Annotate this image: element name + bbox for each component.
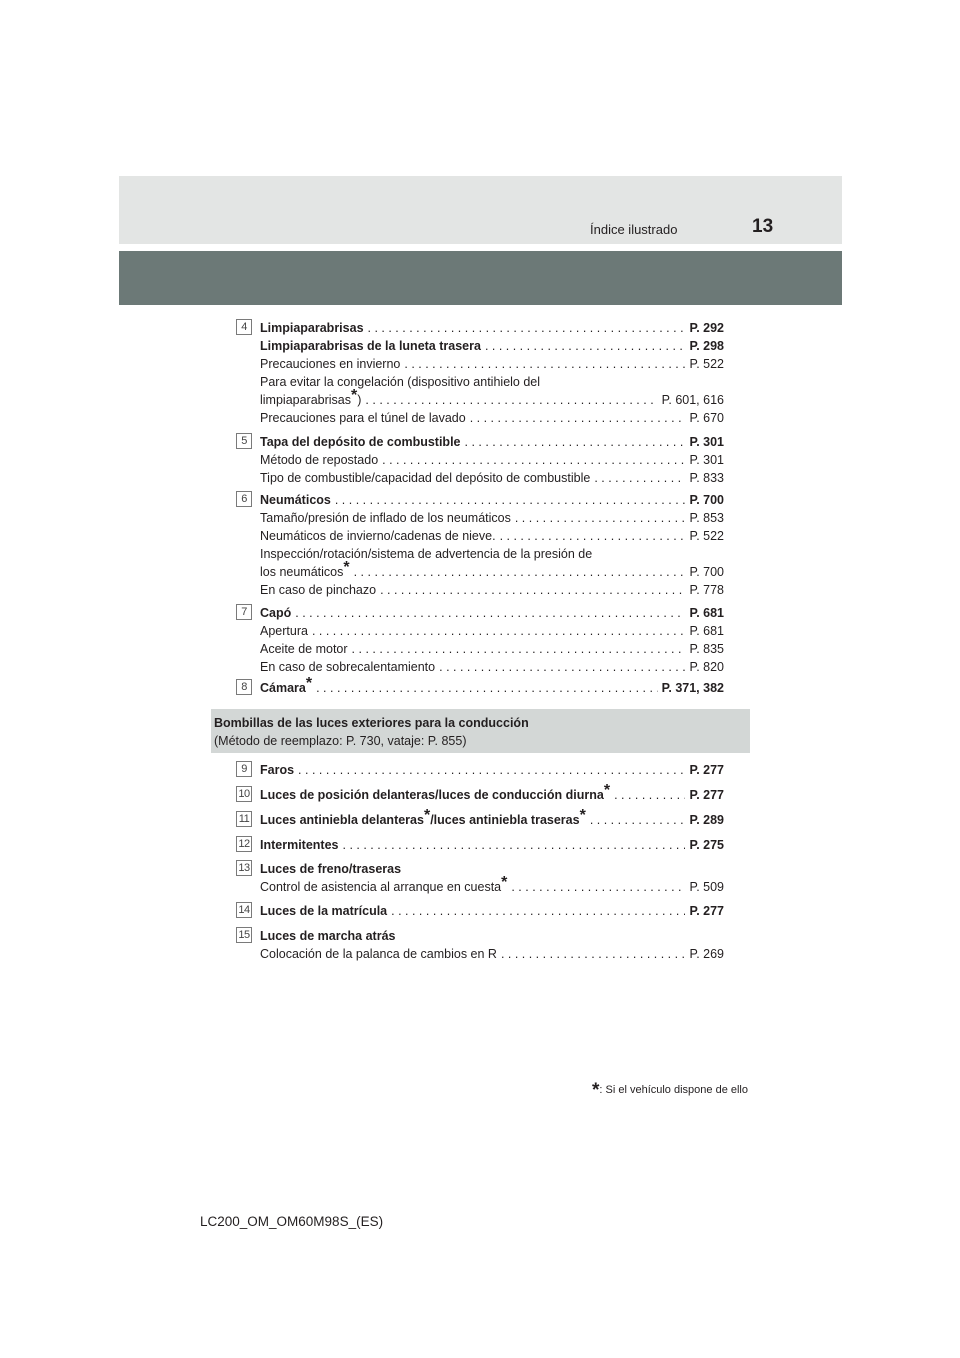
- asterisk-mark: *: [501, 873, 508, 891]
- page-reference: P. 778: [689, 583, 724, 597]
- item-number-badge: 8: [236, 679, 252, 695]
- page-reference: P. 670: [689, 411, 724, 425]
- page-reference: P. 269: [689, 947, 724, 961]
- page-reference: P. 289: [689, 813, 724, 827]
- index-line: [260, 545, 724, 563]
- page-number: 13: [752, 216, 774, 237]
- dot-leader: [312, 622, 686, 640]
- page-reference: P. 820: [689, 660, 724, 674]
- line-text: Faros: [260, 763, 295, 777]
- item-lines: [260, 433, 724, 487]
- item-number-badge: 7: [236, 604, 252, 620]
- item-number-badge: 15: [236, 927, 252, 943]
- header-light-band: [119, 176, 842, 244]
- index-line: [260, 902, 724, 920]
- item-number-badge: 4: [236, 319, 252, 335]
- index-line: [260, 491, 724, 509]
- index-item-5: [236, 433, 724, 487]
- line-text: Precauciones en invierno: [260, 357, 401, 371]
- index-line: [260, 527, 724, 545]
- index-item-4: [236, 319, 724, 427]
- item-number-badge: 10: [236, 786, 252, 802]
- page-reference: P. 301: [689, 453, 724, 467]
- footnote-text: : Si el vehículo dispone de ello: [599, 1084, 748, 1096]
- item-lines: [260, 674, 724, 697]
- line-text: Luces antiniebla delanteras*/luces antiniebla traseras*: [260, 806, 586, 827]
- item-number-badge: 12: [236, 836, 252, 852]
- page-reference: P. 277: [689, 788, 724, 802]
- index-line: [260, 558, 724, 581]
- index-line: [260, 622, 724, 640]
- line-text: Intermitentes: [260, 838, 339, 852]
- line-text: los neumáticos*: [260, 558, 350, 579]
- item-lines: [260, 806, 724, 829]
- page-reference: P. 700: [689, 565, 724, 579]
- page-reference: P. 522: [689, 357, 724, 371]
- index-line: [260, 409, 724, 427]
- item-lines: [260, 902, 724, 920]
- index-line: [260, 319, 724, 337]
- page-reference: P. 833: [689, 471, 724, 485]
- line-text: Neumáticos de invierno/cadenas de nieve.: [260, 529, 496, 543]
- index-item-15: [236, 927, 724, 963]
- page-reference: P. 835: [689, 642, 724, 656]
- footnote: [592, 1080, 748, 1102]
- dot-leader: [368, 319, 686, 337]
- line-text: Precauciones para el túnel de lavado: [260, 411, 466, 425]
- line-text: Limpiaparabrisas: [260, 321, 364, 335]
- line-text: Luces de freno/traseras: [260, 862, 402, 876]
- asterisk-mark: *: [603, 781, 611, 799]
- page-reference: P. 277: [689, 763, 724, 777]
- index-line: [260, 927, 724, 945]
- item-lines: [260, 604, 724, 676]
- asterisk-mark: *: [423, 806, 431, 824]
- line-text: En caso de sobrecalentamiento: [260, 660, 436, 674]
- dot-leader: [352, 640, 686, 658]
- footnote-asterisk: *: [591, 1080, 600, 1101]
- page-reference: P. 292: [689, 321, 724, 335]
- item-number-badge: 9: [236, 761, 252, 777]
- item-lines: [260, 927, 724, 963]
- line-text: limpiaparabrisas*): [260, 386, 362, 407]
- index-item-13: [236, 860, 724, 896]
- dot-leader: [354, 563, 686, 581]
- dot-leader: [511, 878, 685, 896]
- page-reference: P. 522: [689, 529, 724, 543]
- item-number-badge: 5: [236, 433, 252, 449]
- item-lines: [260, 836, 724, 854]
- page-reference: P. 298: [689, 339, 724, 353]
- index-line: [260, 509, 724, 527]
- index-line: [260, 604, 724, 622]
- line-text: Tipo de combustible/capacidad del depósito de combustible: [260, 471, 591, 485]
- dot-leader: [470, 409, 686, 427]
- section-band-exterior-lights: [211, 709, 750, 753]
- index-item-11: [236, 806, 724, 829]
- line-text: Control de asistencia al arranque en cuesta*: [260, 873, 508, 894]
- dot-leader: [515, 509, 686, 527]
- dot-leader: [404, 355, 685, 373]
- index-line: [260, 945, 724, 963]
- index-line: [260, 640, 724, 658]
- line-text: Limpiaparabrisas de la luneta trasera: [260, 339, 481, 353]
- dot-leader: [343, 836, 686, 854]
- line-text: Luces de posición delanteras/luces de conducción diurna*: [260, 781, 611, 802]
- dot-leader: [485, 337, 686, 355]
- item-lines: [260, 761, 724, 779]
- index-line: [260, 781, 724, 804]
- document-code: LC200_OM_OM60M98S_(ES): [200, 1214, 384, 1229]
- section-title: Índice ilustrado: [590, 222, 678, 237]
- asterisk-mark: *: [305, 674, 313, 692]
- index-line: [260, 658, 724, 676]
- line-text: Capó: [260, 606, 292, 620]
- dot-leader: [501, 945, 686, 963]
- item-number-badge: 11: [236, 811, 252, 827]
- band-title: Bombillas de las luces exteriores para la conducción: [214, 716, 529, 730]
- page-reference: P. 700: [689, 493, 724, 507]
- dot-leader: [295, 604, 685, 622]
- dot-leader: [391, 902, 685, 920]
- dot-leader: [590, 811, 686, 829]
- index-item-10: [236, 781, 724, 804]
- index-line: [260, 806, 724, 829]
- item-lines: [260, 491, 724, 599]
- line-text: Inspección/rotación/sistema de advertencia de la presión de: [260, 547, 593, 561]
- line-text: Para evitar la congelación (dispositivo antihielo del: [260, 375, 541, 389]
- index-line: [260, 873, 724, 896]
- page-reference: P. 277: [689, 904, 724, 918]
- index-line: [260, 355, 724, 373]
- line-text: Neumáticos: [260, 493, 331, 507]
- page-reference: P. 601, 616: [661, 393, 724, 407]
- index-item-7: [236, 604, 724, 676]
- dot-leader: [500, 527, 686, 545]
- line-text: Luces de marcha atrás: [260, 929, 396, 943]
- index-item-14: [236, 902, 724, 920]
- page-reference: P. 853: [689, 511, 724, 525]
- index-line: [260, 386, 724, 409]
- index-line: [260, 674, 724, 697]
- dot-leader: [316, 679, 658, 697]
- dot-leader: [465, 433, 686, 451]
- dot-leader: [594, 469, 685, 487]
- line-text: Cámara*: [260, 674, 313, 695]
- page-reference: P. 681: [689, 606, 724, 620]
- line-text: Tamaño/presión de inflado de los neumáticos: [260, 511, 511, 525]
- index-line: [260, 836, 724, 854]
- index-item-8: [236, 674, 724, 697]
- index-item-9: [236, 761, 724, 779]
- line-text: Apertura: [260, 624, 308, 638]
- dot-leader: [439, 658, 685, 676]
- item-lines: [260, 860, 724, 896]
- asterisk-mark: *: [579, 806, 586, 824]
- index-item-12: [236, 836, 724, 854]
- page-reference: P. 371, 382: [661, 681, 724, 695]
- asterisk-mark: *: [343, 558, 350, 576]
- item-number-badge: 13: [236, 860, 252, 876]
- line-text: En caso de pinchazo: [260, 583, 377, 597]
- item-number-badge: 14: [236, 902, 252, 918]
- dot-leader: [365, 391, 657, 409]
- line-text: Método de repostado: [260, 453, 379, 467]
- dot-leader: [382, 451, 685, 469]
- line-text: Colocación de la palanca de cambios en R: [260, 947, 497, 961]
- page-reference: P. 301: [689, 435, 724, 449]
- page-reference: P. 509: [689, 880, 724, 894]
- index-item-6: [236, 491, 724, 599]
- band-subtitle: (Método de reemplazo: P. 730, vataje: P. 855): [214, 734, 467, 748]
- index-line: [260, 451, 724, 469]
- item-lines: [260, 781, 724, 804]
- item-number-badge: 6: [236, 491, 252, 507]
- dot-leader: [298, 761, 685, 779]
- line-text: Luces de la matrícula: [260, 904, 388, 918]
- page-reference: P. 681: [689, 624, 724, 638]
- dot-leader: [614, 786, 685, 804]
- index-line: [260, 433, 724, 451]
- asterisk-mark: *: [351, 386, 358, 404]
- index-line: [260, 373, 724, 391]
- index-line: [260, 337, 724, 355]
- line-text: Aceite de motor: [260, 642, 348, 656]
- line-text: Tapa del depósito de combustible: [260, 435, 461, 449]
- dot-leader: [335, 491, 686, 509]
- page-reference: P. 275: [689, 838, 724, 852]
- item-lines: [260, 319, 724, 427]
- index-line: [260, 581, 724, 599]
- dot-leader: [380, 581, 685, 599]
- header-dark-band: [119, 251, 842, 305]
- index-line: [260, 469, 724, 487]
- index-line: [260, 761, 724, 779]
- index-line: [260, 860, 724, 878]
